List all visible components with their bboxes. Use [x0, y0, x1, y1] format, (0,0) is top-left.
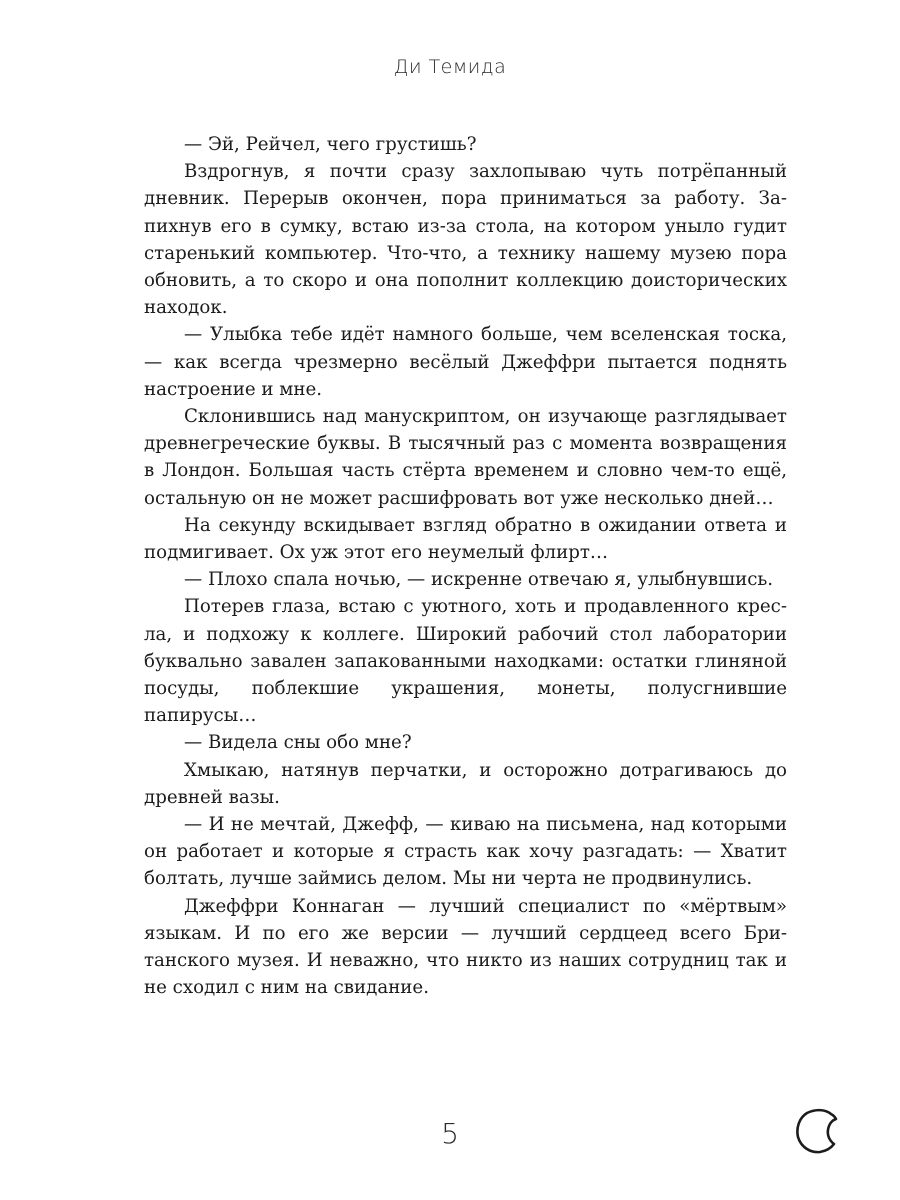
paragraph-6: — Плохо спала ночью, — искренне отвечаю я, улыбнувшись. — [184, 569, 774, 591]
running-head-title: Ди Темида — [393, 56, 507, 78]
paragraph-5: На секунду вскидывает взгляд обратно в ожидании ответа и подмигивает. Ох уж этот его неумелый флирт… — [144, 514, 787, 564]
paragraph-7: Потерев глаза, встаю с уютного, хоть и продавленного кресла, и подхожу к коллеге. Широкий рабочий стол лаборатории буквально завален запакованными находками: остатки глиняной посуды, поблекшие украшения, монеты, полусгнившие папирусы… — [144, 596, 787, 727]
body-text — [144, 131, 787, 1002]
paragraph-3: — Улыбка тебе идёт намного больше, чем вселенская тоска, — как всегда чрезмерно весёлый Джеффри пытается поднять настроение и мне. — [144, 324, 787, 400]
paragraph-2: Вздрогнув, я почти сразу захлопываю чуть потрёпанный дневник. Перерыв окончен, пора приниматься за работу. Запихнув его в сумку, встаю из-за стола, на котором уныло гудит старенький компьютер. Что-что, а технику нашему музею пора обновить, а то скоро и она пополнит коллекцию доисторических находок. — [144, 161, 787, 319]
crescent-ornament-icon — [795, 1108, 839, 1154]
paragraph-1: — Эй, Рейчел, чего грустишь? — [184, 134, 477, 155]
paragraph-4: Склонившись над манускриптом, он изучающе разглядывает древнегреческие буквы. В тысячный раз с момента возвращения в Лондон. Большая часть стёрта временем и словно чем-то ещё, остальную он не может расшифровать вот уже несколько дней… — [144, 406, 787, 509]
paragraph-9: Хмыкаю, натянув перчатки, и осторожно дотрагиваюсь до древней вазы. — [144, 759, 787, 808]
page-number: 5 — [441, 1117, 459, 1150]
paragraph-10: — И не мечтай, Джефф, — киваю на письмена, над которыми он работает и которые я страсть как хочу разгадать: — Хватит болтать, лучше займись делом. Мы ни черта не продвинулись. — [144, 814, 787, 890]
paragraph-11: Джеффри Коннаган — лучший специалист по «мёртвым» языкам. И по его же версии — лучший сердцеед всего Британского музея. И неважно, что никто из наших сотрудниц так и не сходил с ним на свидание. — [144, 895, 787, 999]
paragraph-8: — Видела сны обо мне? — [184, 732, 412, 754]
